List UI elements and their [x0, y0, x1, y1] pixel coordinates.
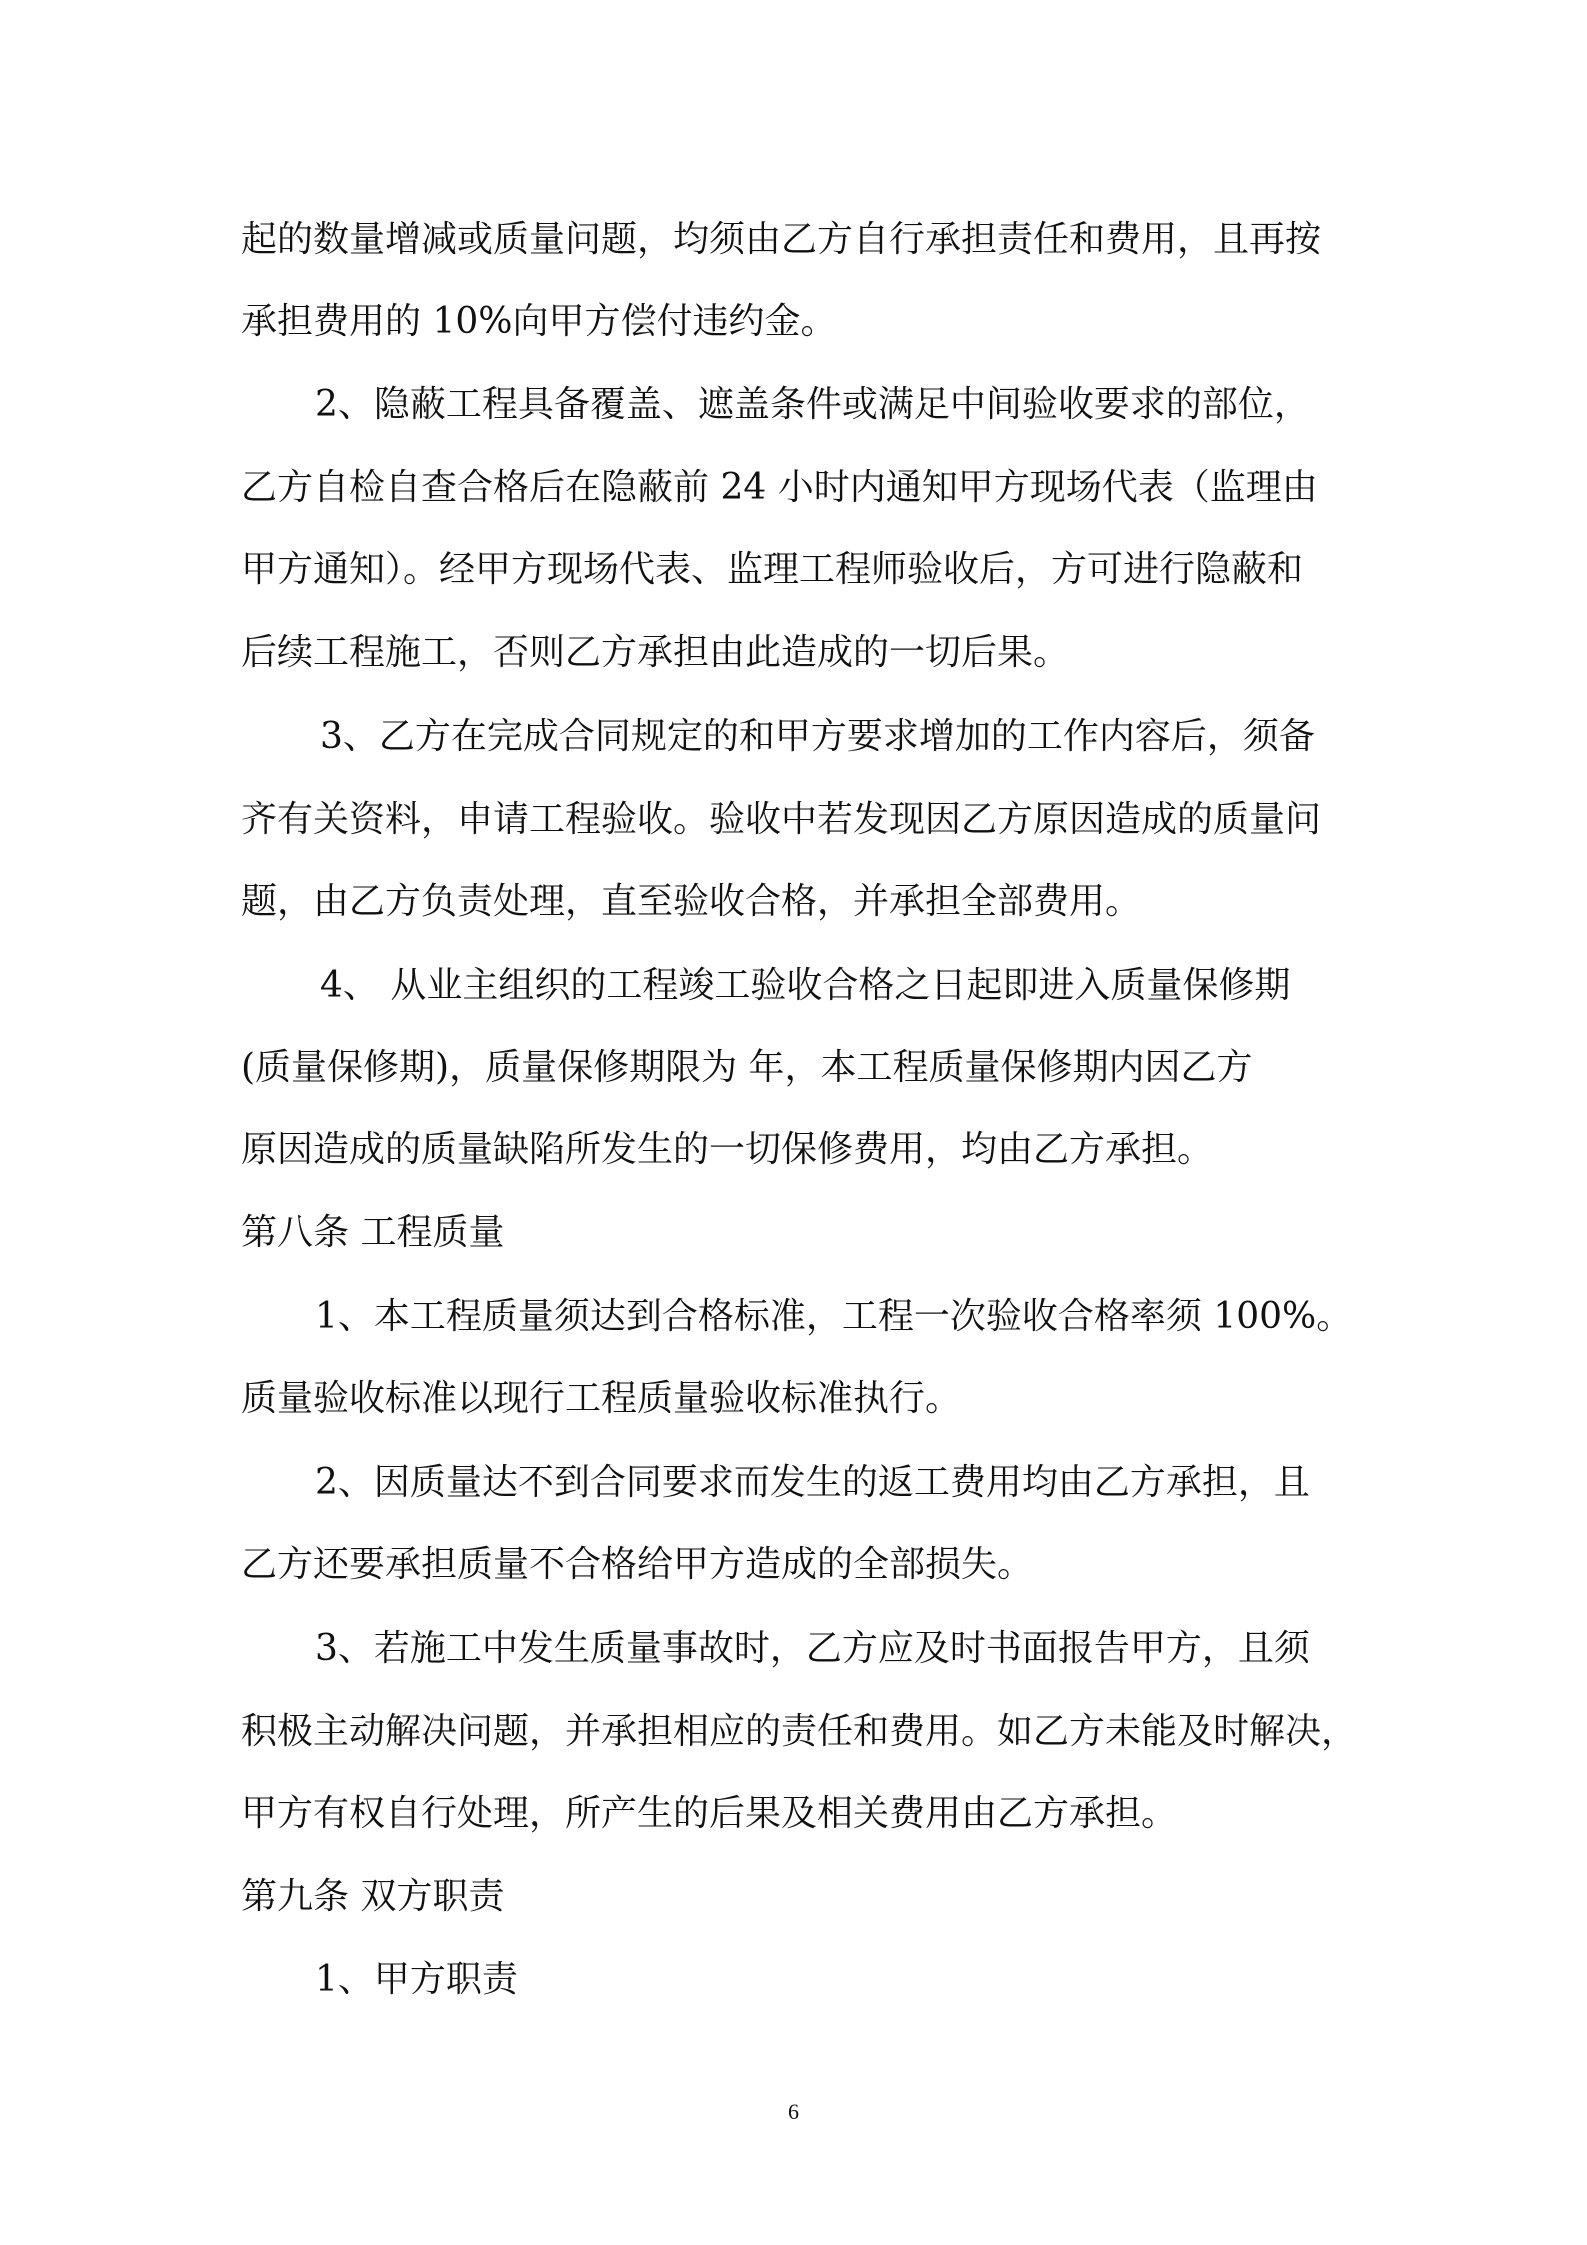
- section-heading: 第八条 工程质量: [241, 1212, 505, 1253]
- text-line: 起的数量增减或质量问题，均须由乙方自行承担责任和费用，且再按: [241, 219, 1322, 260]
- text-line: 积极主动解决问题，并承担相应的责任和费用。如乙方未能及时解决，: [241, 1711, 1358, 1752]
- text-line: 原因造成的质量缺陷所发生的一切保修费用，均由乙方承担。: [241, 1129, 1214, 1170]
- text-line: 题，由乙方负责处理，直至验收合格，并承担全部费用。: [241, 881, 1142, 922]
- text-line: 齐有关资料，申请工程验收。验收中若发现因乙方原因造成的质量问: [241, 799, 1322, 840]
- text-line: 甲方通知）。经甲方现场代表、监理工程师验收后，方可进行隐蔽和: [241, 549, 1304, 590]
- text-line: 1、甲方职责: [315, 1959, 518, 2000]
- text-line: 3、乙方在完成合同规定的和甲方要求增加的工作内容后，须备: [320, 716, 1315, 757]
- text-line: 1、本工程质量须达到合格标准，工程一次验收合格率须 100%。: [315, 1296, 1353, 1337]
- text-line: 承担费用的 10%向甲方偿付违约金。: [241, 301, 837, 342]
- text-line: 甲方有权自行处理，所产生的后果及相关费用由乙方承担。: [241, 1793, 1178, 1834]
- text-line: 质量验收标准以现行工程质量验收标准执行。: [241, 1378, 962, 1419]
- page-number: 6: [788, 2099, 799, 2124]
- text-line: 后续工程施工，否则乙方承担由此造成的一切后果。: [241, 632, 1070, 673]
- text-line: 3、若施工中发生质量事故时，乙方应及时书面报告甲方，且须: [315, 1628, 1310, 1669]
- text-line: (质量保修期)，质量保修期限为 年，本工程质量保修期内因乙方: [241, 1047, 1253, 1088]
- text-line: 2、隐蔽工程具备覆盖、遮盖条件或满足中间验收要求的部位，: [315, 384, 1310, 425]
- section-heading: 第九条 双方职责: [241, 1876, 505, 1917]
- text-line: 4、 从业主组织的工程竣工验收合格之日起即进入质量保修期: [320, 965, 1291, 1006]
- text-line: 乙方自检自查合格后在隐蔽前 24 小时内通知甲方现场代表（监理由: [241, 467, 1318, 508]
- text-line: 2、因质量达不到合同要求而发生的返工费用均由乙方承担，且: [315, 1462, 1310, 1503]
- text-line: 乙方还要承担质量不合格给甲方造成的全部损失。: [241, 1544, 1034, 1585]
